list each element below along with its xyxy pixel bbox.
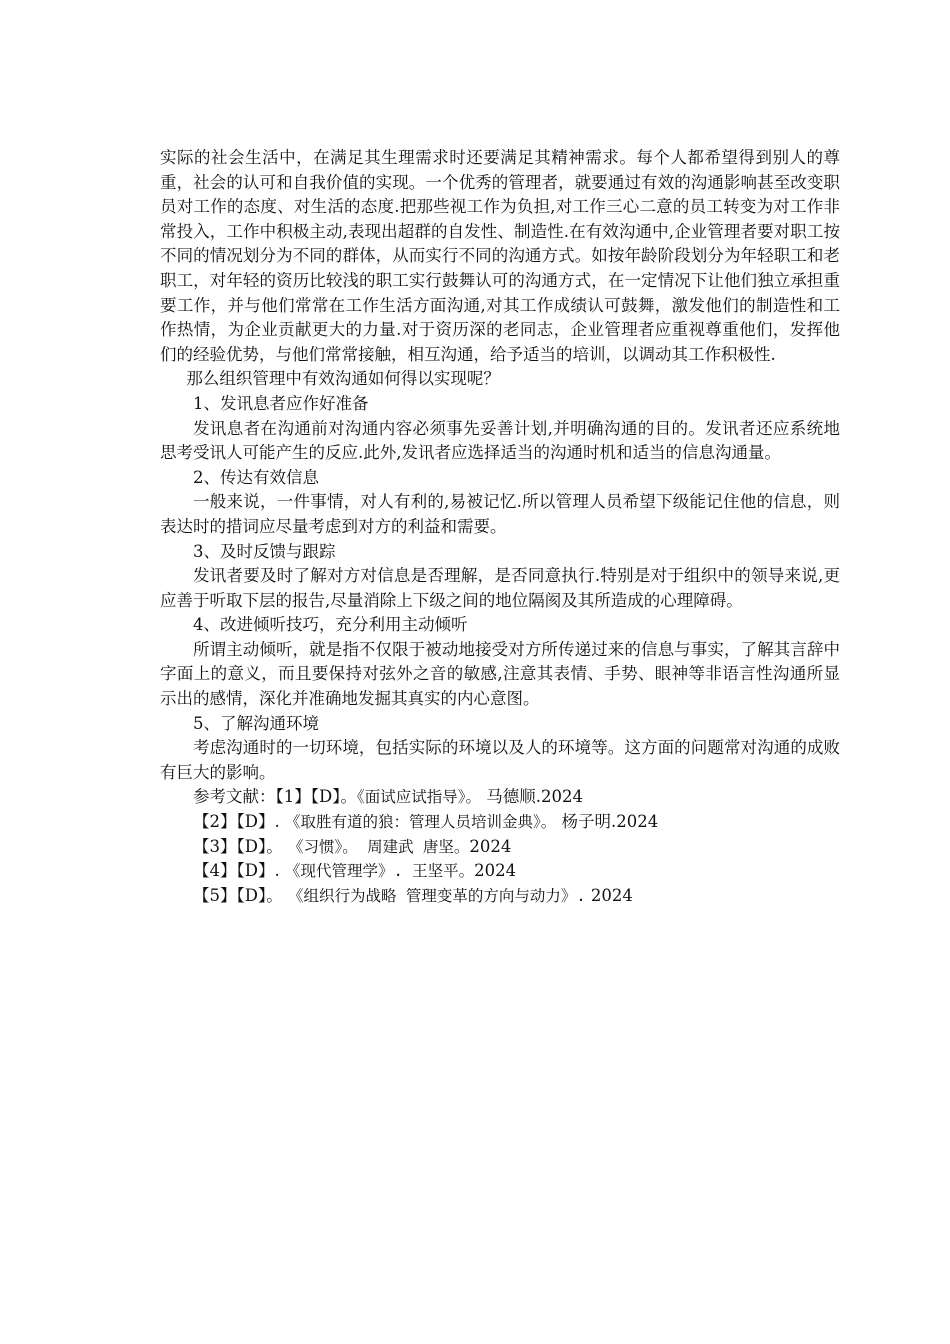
section-heading-4: 4、改进倾听技巧，充分利用主动倾听 (193, 615, 468, 635)
reference-title: 《面试应试指导》。 (356, 788, 481, 807)
reference-prefix: 【5】【D】。 (193, 885, 288, 905)
intro-paragraph: 实际的社会生活中，在满足其生理需求时还要满足其精神需求。每个人都希望得到别人的尊重，社会的认可和自我价值的实现。一个优秀的管理者，就要通过有效的沟通影响甚至改变职员对工作的态度、对生活的态度.把那些视工作为负担,对工作三心二意的员工转变为对工作非常投入，工作中积极主动,表现出超群的自发性、制造性.在有效沟通中,企业管理者要对职工按不同的情况划分为不同的群体，从而实行不同的沟通方式。如按年龄阶段划分为年轻职工和老职工，对年轻的资历比较浅的职工实行鼓舞认可的沟通方式，在一定情况下让他们独立承担重要工作，并与他们常常在工作生活方面沟通,对其工作成绩认可鼓舞，激发他们的制造性和工作热情，为企业贡献更大的力量.对于资历深的老同志，企业管理者应重视尊重他们，发挥他们的经验优势，与他们常常接触，相互沟通，给予适当的培训，以调动其工作积极性. (160, 148, 840, 364)
section-text-5: 考虑沟通时的一切环境，包括实际的环境以及人的环境等。这方面的问题常对沟通的成败有巨大的影响。 (160, 738, 840, 782)
reference-item-3 (160, 835, 840, 860)
reference-title: 《组织行为战略 管理变革的方向与动力》. (287, 886, 586, 905)
document-page (160, 146, 840, 908)
section-text-2: 一般来说，一件事情，对人有利的,易被记忆.所以管理人员希望下级能记住他的信息，则表达时的措词应尽量考虑到对方的利益和需要。 (160, 492, 840, 536)
reference-title: 《现代管理学》. 王坚平。 (284, 862, 475, 881)
reference-rest: 杨子明.2024 (556, 812, 659, 832)
reference-item-5 (160, 884, 840, 909)
reference-prefix: 【3】【D】。 (193, 836, 288, 856)
section-text-4: 所谓主动倾听，就是指不仅限于被动地接受对方所传递过来的信息与事实，了解其言辞中字面上的意义，而且要保持对弦外之音的敏感,注意其表情、手势、眼神等非语言性沟通所显示出的感情，深化并准确地发掘其真实的内心意图。 (160, 639, 840, 709)
section-text-1: 发讯息者在沟通前对沟通内容必须事先妥善计划,并明确沟通的目的。发讯者还应系统地思考受讯人可能产生的反应.此外,发讯者应选择适当的沟通时机和适当的信息沟通量。 (160, 418, 840, 463)
question-paragraph: 那么组织管理中有效沟通如何得以实现呢？ (186, 369, 500, 389)
section-heading-1: 1、发讯息者应作好准备 (193, 393, 369, 413)
reference-item-2 (160, 810, 840, 835)
section-heading-3: 3、及时反馈与跟踪 (193, 541, 336, 561)
reference-rest: 马德顺.2024 (481, 787, 583, 807)
reference-item-4 (160, 859, 840, 884)
reference-prefix: 参考文献：【1】【D】。 (193, 787, 357, 807)
reference-title: 《取胜有道的狼：管理人员培训金典》。 (284, 813, 557, 832)
references-list (160, 785, 840, 908)
section-heading-2: 2、传达有效信息 (193, 467, 319, 487)
reference-rest: 2024 (474, 861, 517, 881)
section-text-3: 发讯者要及时了解对方对信息是否理解，是否同意执行.特别是对于组织中的领导来说,更应善于听取下层的报告,尽量消除上下级之间的地位隔阂及其所造成的心理障碍。 (160, 566, 840, 610)
reference-rest: 2024 (469, 836, 512, 856)
reference-rest: 2024 (585, 885, 633, 905)
reference-prefix: 【4】【D】. (193, 861, 285, 881)
reference-item-1 (160, 785, 840, 810)
reference-title: 《习惯》。 周建武 唐坚。 (287, 837, 470, 856)
reference-prefix: 【2】【D】. (193, 812, 285, 832)
section-heading-5: 5、了解沟通环境 (193, 713, 319, 733)
